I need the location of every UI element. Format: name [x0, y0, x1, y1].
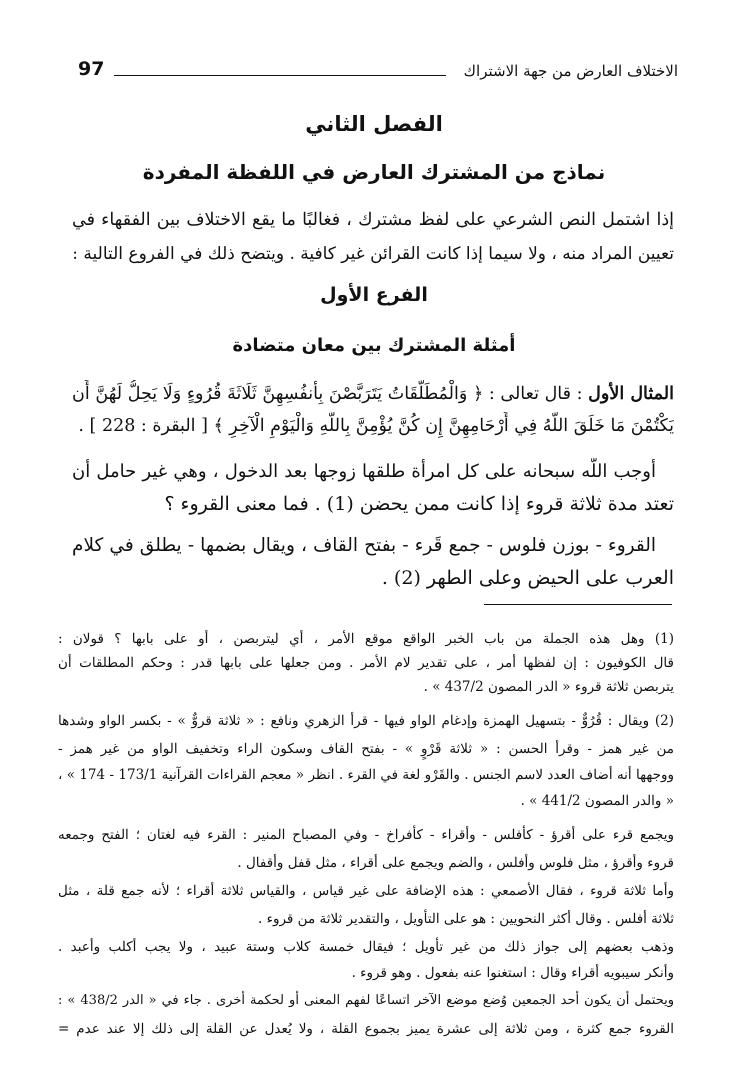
running-title: الاختلاف العارض من جهة الاشتراك: [463, 62, 678, 80]
footnote-line: قال الكوفيون : إن لفظها أمر ، على تقدير لام الأمر . ومن جعلها على بابها قدر : وحكم المطلقات أن: [58, 655, 674, 671]
page-header: [78, 58, 678, 88]
footnote-line: (2) ويقال : قُرُوٌّ - بتسهيل الهمزة وإدغام الواو فيها - قرأ الزهري ونافع : « ثلاثة قروٌّ » - بكسر الواو وشدها: [58, 713, 674, 729]
section-subtitle: أمثلة المشترك بين معان متضادة: [232, 335, 516, 356]
example-verse-start: : قال تعالى : ﴿ وَالْمُطَلَّقَاتُ يَتَرَبَّصْنَ بِأَنفُسِهِنَّ ثَلَاثَةَ قُرُوءٍ وَلَا يَحِلُّ لَهُنَّ أَن: [72, 384, 583, 404]
footnote-line: القروء جمع كثرة ، ومن ثلاثة إلى عشرة يميز بجموع القلة ، ولا يُعدل عن القلة إلى ذلك إلا عند عدم =: [58, 1021, 674, 1037]
footnote-line: وأما ثلاثة قروء ، فقال الأصمعي : هذه الإضافة على غير قياس ، والقياس ثلاثة أقراء ؛ لأنه جمع قلة ، مثل: [58, 883, 674, 899]
chapter-subtitle: نماذج من المشترك العارض في اللفظة المفردة: [142, 160, 606, 184]
footnote-line: « والدر المصون 441/2 » .: [520, 793, 674, 809]
chapter-title: الفصل الثاني: [305, 112, 443, 136]
footnote-line: قروء وأقرؤ ، مثل فلوس وأفلس ، والضم ويجمع على أقراء ، مثل قفل وأقفال .: [237, 855, 674, 871]
footnote-line: ويحتمل أن يكون أحد الجمعين وُضع موضع الآخر اتساعًا لفهم المعنى أو لحكمة أخرى . جاء في « الدر 438/2 » :: [58, 993, 674, 1008]
example-line: [72, 380, 674, 408]
page-number: 97: [78, 58, 105, 80]
example-lead: المثال الأول: [588, 384, 674, 404]
body-line: العرب على الحيض وعلى الطهر (2) .: [381, 567, 674, 589]
footnote-line: ثلاثة أفلس . وقال أكثر النحويين : هو على التأويل ، والتقدير ثلاثة من قروء .: [258, 911, 674, 927]
header-rule: [114, 75, 446, 76]
body-line: تعتد مدة ثلاثة قروء إذا كانت ممن يحضن (1) . فما معنى القروء ؟: [164, 493, 674, 515]
footnote-line: من غير همز - وقرأ الحسن : « ثلاثة قَرْوٍ » - بفتح القاف وسكون الراء وتخفيف الواو من غير همز -: [58, 741, 674, 757]
intro-line: تعيين المراد منه ، ولا سيما إذا كانت القرائن غير كافية . ويتضح ذلك في الفروع التالية :: [72, 244, 674, 264]
footnote-line: (1) وهل هذه الجملة من باب الخبر الواقع موقع الأمر ، أي ليتربصن ، أو على بابها ؟ قولان :: [58, 631, 674, 647]
section-title: الفرع الأول: [320, 284, 428, 306]
footnote-line: ويجمع قرء على أقرؤ - كأفلس - وأقراء - كأفراخ - وفي المصباح المنير : القرء فيه لغتان ؛ الفتح وجمعه: [58, 827, 674, 843]
body-line: أوجب اللّه سبحانه على كل امرأة طلقها زوجها بعد الدخول ، وهي غير حامل أن: [72, 461, 656, 482]
intro-line: إذا اشتمل النص الشرعي على لفظ مشترك ، فغالبًا ما يقع الاختلاف بين الفقهاء في: [72, 210, 674, 230]
footnote-line: ووجهها أنه أضاف العدد لاسم الجنس . والقَرْو لغة في القرء . انظر « معجم القراءات القرآنية 173/1 - 174 » ،: [58, 767, 674, 783]
footnote-line: يتربصن ثلاثة قروء « الدر المصون 437/2 » .: [423, 679, 674, 695]
footnote-line: وأنكر سيبويه أقراء وقال : استغنوا عنه بفعول . وهو قروء .: [351, 965, 674, 981]
footnote-separator: [484, 604, 672, 605]
body-line: القروء - بوزن فلوس - جمع قَرء - بفتح القاف ، ويقال بضمها - يطلق في كلام: [72, 535, 656, 556]
example-verse-end: يَكْتُمْنَ مَا خَلَقَ اللَّهُ فِي أَرْحَامِهِنَّ إِن كُنَّ يُؤْمِنَّ بِاللَّهِ وَالْيَوْمِ الْآخِرِ ﴾ [ البقرة : 228 ] .: [78, 416, 674, 436]
footnote-line: وذهب بعضهم إلى جواز ذلك من غير تأويل ؛ فيقال خمسة كلاب وستة عبيد ، ولا يجب أكلب وأعبد .: [58, 939, 674, 955]
